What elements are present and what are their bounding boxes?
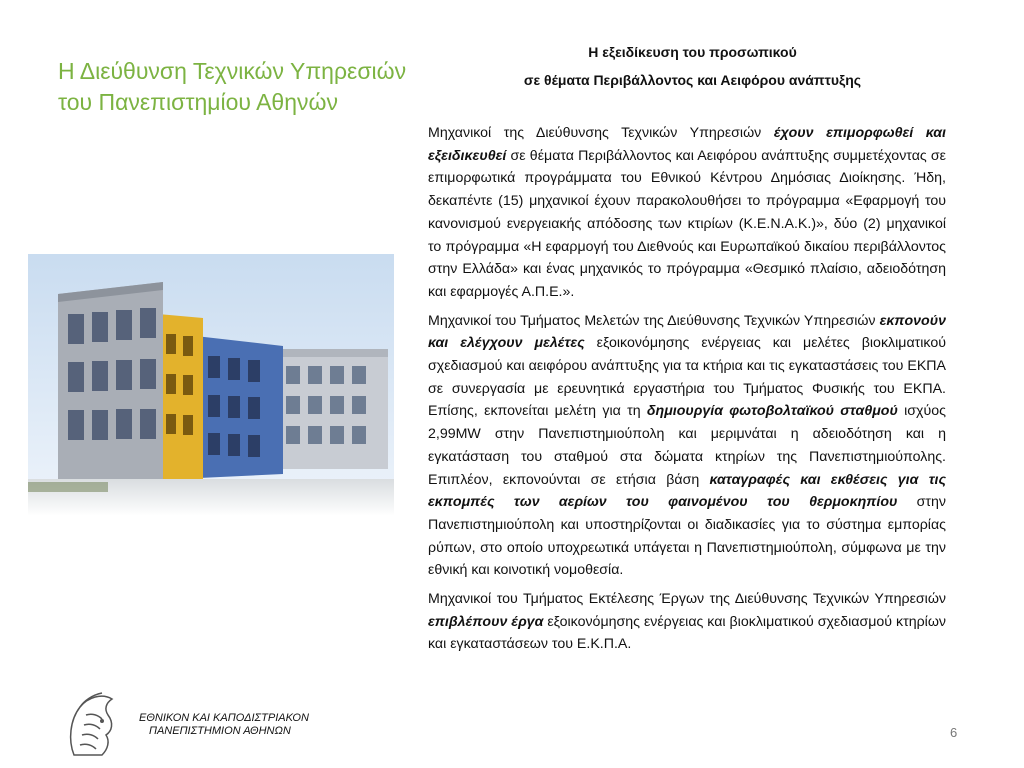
text-run: Μηχανικοί της Διεύθυνσης Τεχνικών Υπηρεσιών <box>428 125 774 141</box>
paragraph-studies <box>428 310 946 582</box>
paragraph-training <box>428 122 946 304</box>
university-line-2: ΠΑΝΕΠΙΣΤΗΜΙΟΝ ΑΘΗΝΩΝ <box>149 725 291 737</box>
text-run: εξοικονόμησης ενέργειας και μελέτες βιοκλιματικού σχεδιασμού και αειφόρου ανάπτυξης για τα κτήρια και τις εγκαταστάσεις του ΕΚΠΑ σε συνεργασία με ερευνητικά εργαστήρια του Τμήματος Φυσικής του ΕΚΠΑ. Επίσης, εκπονείται μελέτη για τη <box>428 335 946 420</box>
text-run: εξοικονόμησης ενέργειας και βιοκλιματικού σχεδιασμού κτηρίων και εγκαταστάσεων του Ε.Κ.Π.Α. <box>428 613 946 653</box>
title-line-1: Η Διεύθυνση Τεχνικών Υπηρεσιών <box>58 58 407 84</box>
page-title <box>58 56 478 118</box>
emphasis-text: δημιουργία φωτοβολταϊκού σταθμού <box>646 403 898 420</box>
title-line-2: του Πανεπιστημίου Αθηνών <box>58 89 338 115</box>
university-name <box>139 712 335 738</box>
text-run: ισχύος 2,99MW στην Πανεπιστημιούπολη και μεριμνάται η αδειοδότηση και η εγκατάσταση του σταθμού στα δώματα κτηρίων της Πανεπιστημιούπολης. Επιπλέον, εκπονούνται σε ετήσια βάση <box>428 403 946 488</box>
text-run: στην Πανεπιστημιούπολη και υποστηρίζονται οι διαδικασίες για το σύστημα εμπορίας ρύπων, στο οποίο υποχρεωτικά υπάγεται η Πανεπιστημιούπολη, σύμφωνα με την εθνική και κοινοτική νομοθεσία. <box>428 494 946 579</box>
emphasis-text: καταγραφές και εκθέσεις για τις εκπομπές των αερίων του φαινομένου του θερμοκηπίου <box>428 471 946 511</box>
text-run: Μηχανικοί του Τμήματος Εκτέλεσης Έργων της Διεύθυνσης Τεχνικών Υπηρεσιών <box>428 591 946 608</box>
subtitle-line-1: Η εξειδίκευση του προσωπικού <box>588 44 797 60</box>
paragraph-works <box>428 588 946 656</box>
emphasis-text: επιβλέπουν έργα <box>428 613 544 630</box>
page-number: 6 <box>950 725 958 740</box>
athena-head-logo <box>62 685 124 761</box>
text-run: Μηχανικοί του Τμήματος Μελετών της Διεύθυνσης Τεχνικών Υπηρεσιών <box>428 312 880 329</box>
university-line-1: ΕΘΝΙΚΟΝ ΚΑΙ ΚΑΠΟΔΙΣΤΡΙΑΚΟΝ <box>139 712 309 724</box>
building-photo <box>28 254 394 516</box>
subtitle-line-2: σε θέματα Περιβάλλοντος και Αειφόρου ανάπτυξης <box>523 72 862 88</box>
text-run: σε θέματα Περιβάλλοντος και Αειφόρου ανάπτυξης συμμετέχοντας σε επιμορφωτικά προγράμματα του Εθνικού Κέντρου Δημόσιας Διοίκησης. Ήδη, δεκαπέντε (15) μηχανικοί έχουν παρακολουθήσει το πρόγραμμα «Εφαρμογή του κανονισμού ενεργειακής απόδοσης των κτιρίων (Κ.Ε.Ν.Α.Κ.)», δύο (2) μηχανικοί το πρόγραμμα «Η εφαρμογή του Διεθνούς και Ευρωπαϊκού δικαίου περιβάλλοντος στην Ελλάδα» και ένας μηχανικός το πρόγραμμα «Θεσμικό πλαίσιο, αδειοδότηση και εφαρμογές Α.Π.Ε.». <box>428 147 946 300</box>
emphasis-text: έχουν επιμορφωθεί και εξειδικευθεί <box>428 125 947 164</box>
body-text <box>428 122 946 662</box>
section-subtitle <box>470 38 915 94</box>
emphasis-text: εκπονούν και ελέγχουν μελέτες <box>428 312 946 352</box>
